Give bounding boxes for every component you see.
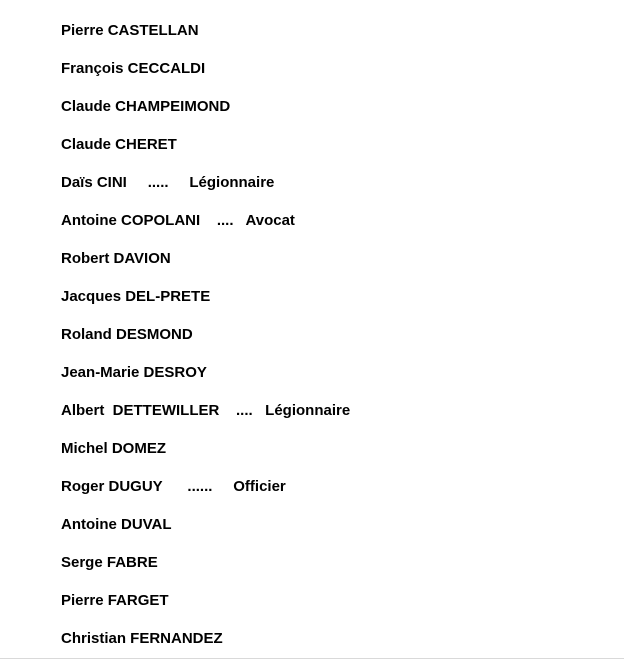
list-item: Pierre FARGET [61, 592, 169, 609]
list-item: Albert DETTEWILLER .... Légionnaire [61, 402, 351, 419]
list-item: Antoine DUVAL [61, 516, 172, 533]
list-item: Jean-Marie DESROY [61, 364, 207, 381]
list-item: Christian FERNANDEZ [61, 630, 223, 647]
name-list [61, 20, 350, 666]
list-item: Antoine COPOLANI .... Avocat [61, 212, 295, 229]
list-item: Claude CHERET [61, 136, 177, 153]
list-item: Pierre CASTELLAN [61, 22, 199, 39]
list-item: François CECCALDI [61, 60, 206, 77]
list-item: Michel DOMEZ [61, 440, 167, 457]
list-item: Roland DESMOND [61, 326, 193, 343]
list-item: Robert DAVION [61, 250, 171, 267]
list-item: Claude CHAMPEIMOND [61, 98, 231, 115]
list-item: Jacques DEL-PRETE [61, 288, 211, 305]
list-item: Roger DUGUY ...... Officier [61, 478, 286, 495]
list-item: Serge FABRE [61, 554, 158, 571]
list-item: Daïs CINI ..... Légionnaire [61, 174, 275, 191]
